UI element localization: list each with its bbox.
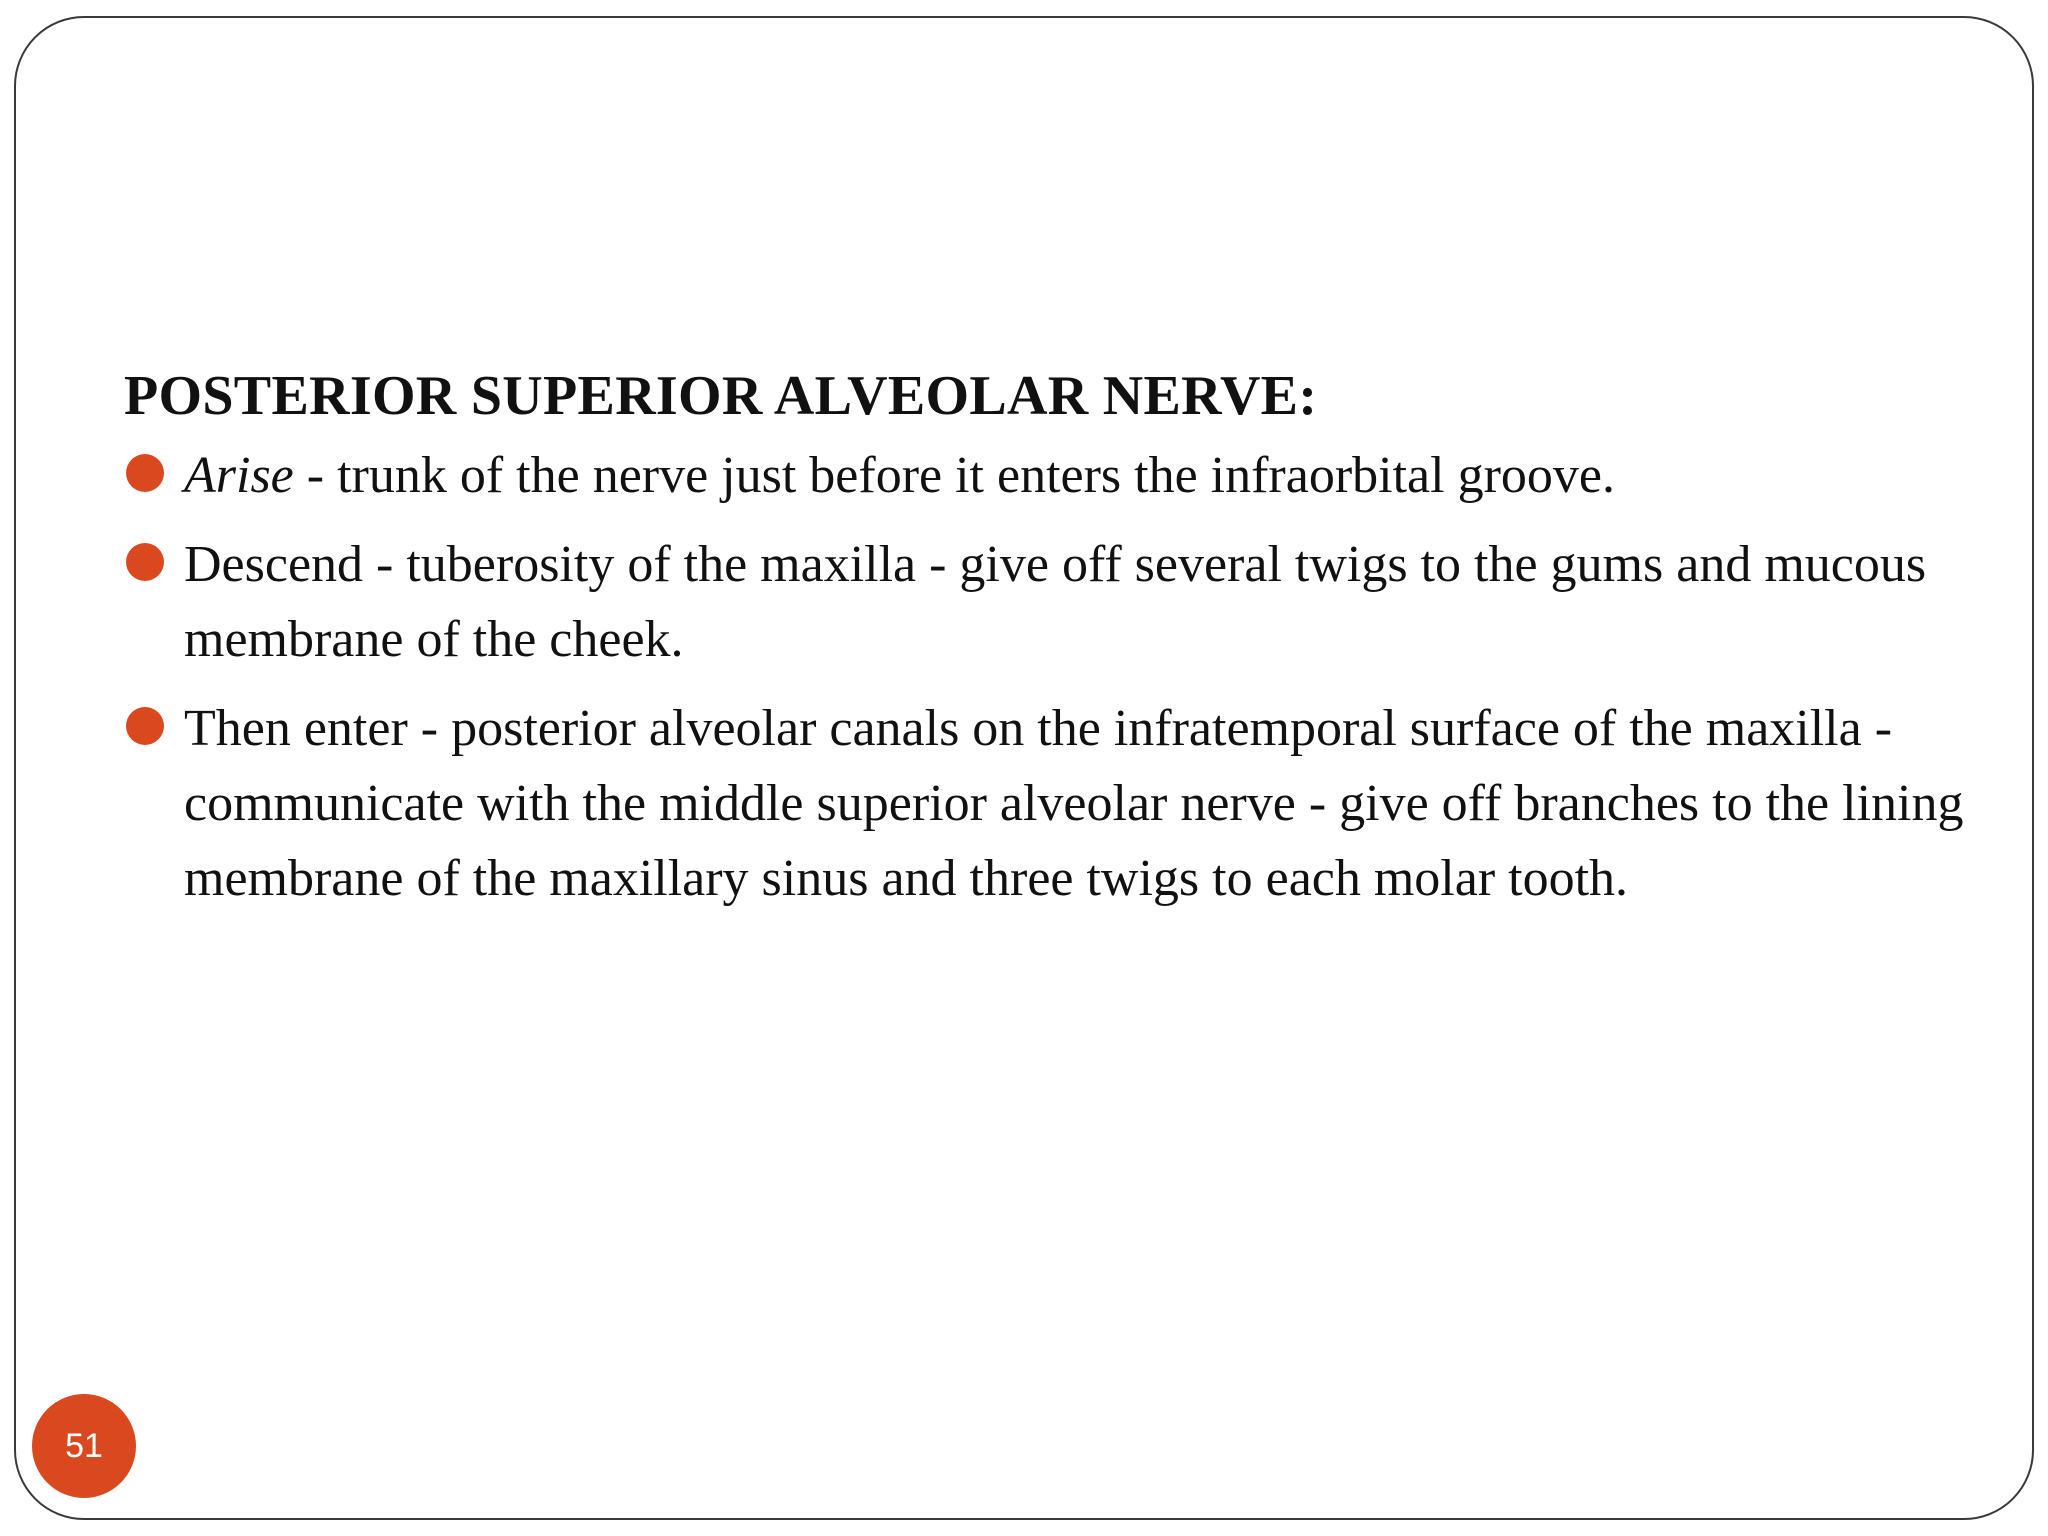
page-number-badge — [32, 1394, 136, 1498]
bullet-lead-term: Arise — [184, 447, 294, 504]
slide-frame — [14, 16, 2034, 1520]
bullet-item-enter — [124, 691, 1964, 916]
bullet-list — [124, 438, 1964, 916]
page-number: 51 — [65, 1426, 103, 1465]
bullet-item-descend — [124, 527, 1964, 677]
bullet-item-arise — [124, 438, 1964, 513]
bullet-text: Descend - tuberosity of the maxilla - give off several twigs to the gums and mucous membrane of the cheek. — [184, 536, 1927, 668]
bullet-dot-icon — [126, 454, 164, 492]
bullet-dot-icon — [126, 543, 164, 581]
slide-title: POSTERIOR SUPERIOR ALVEOLAR NERVE: — [124, 365, 1318, 427]
bullet-text: Then enter - posterior alveolar canals on the infratemporal surface of the maxilla - communicate with the middle superior alveolar nerve - give off branches to the lining membrane of the maxillary sinus and three twigs to each molar tooth. — [184, 700, 1964, 907]
bullet-dot-icon — [126, 707, 164, 745]
bullet-text: - trunk of the nerve just before it enters the infraorbital groove. — [293, 447, 1615, 504]
slide-content — [124, 356, 1964, 930]
